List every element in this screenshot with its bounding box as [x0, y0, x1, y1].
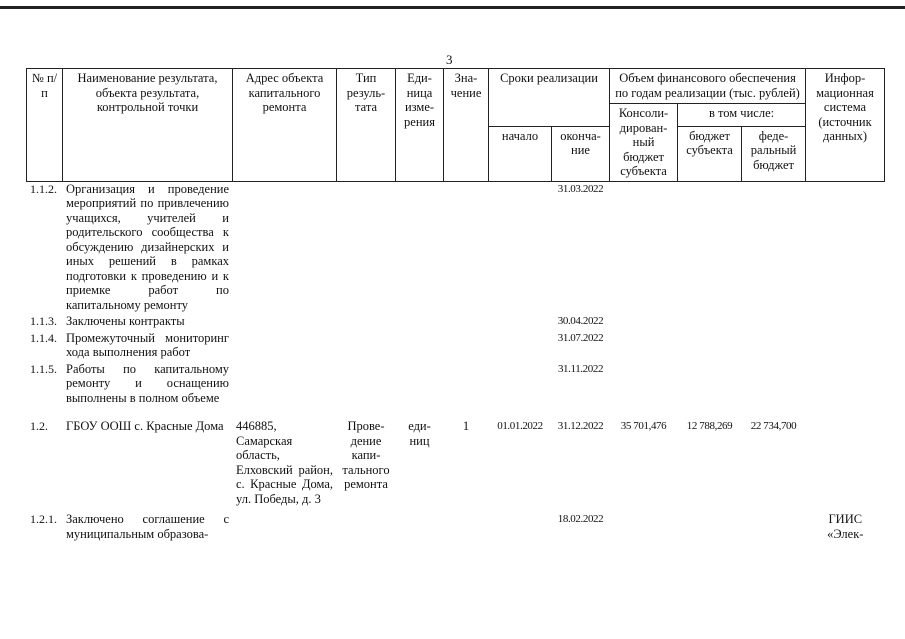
row-federal-budget: [742, 360, 806, 406]
row-consolidated: [610, 360, 678, 406]
row-date-end: 31.12.2022: [557, 420, 604, 432]
row-num: 1.1.2.: [30, 181, 57, 196]
row-name: Заключено соглашение с муниципальным образова-: [66, 512, 229, 541]
row-address: [233, 360, 337, 406]
row-address: [233, 181, 337, 312]
table-body: [27, 181, 885, 541]
row-value: [444, 506, 489, 541]
row-federal-budget: [742, 312, 806, 329]
row-unit: [396, 312, 444, 329]
row-num: 1.1.3.: [30, 314, 57, 328]
row-info-system: [806, 181, 885, 312]
row-date-start: [489, 312, 552, 329]
row-consolidated: [610, 312, 678, 329]
row-federal-budget: [742, 329, 806, 360]
row-federal-budget: [742, 181, 806, 312]
row-consolidated: [610, 181, 678, 312]
row-info-system: [806, 405, 885, 506]
row-subject-budget: [678, 506, 742, 541]
row-value: [444, 181, 489, 312]
header-address: Адрес объекта капитального ремонта: [233, 69, 337, 182]
row-num: 1.2.1.: [30, 512, 57, 526]
header-date-start: начало: [489, 126, 552, 181]
row-unit: еди-ниц: [408, 419, 431, 448]
row-type: [337, 506, 396, 541]
header-value: Зна-чение: [444, 69, 489, 182]
table-row: [27, 329, 885, 360]
top-border-line: [0, 6, 905, 9]
row-num: 1.1.5.: [30, 361, 57, 376]
table-header: [27, 69, 885, 182]
table-row: [27, 312, 885, 329]
row-date-start: [489, 181, 552, 312]
row-subject-budget: 12 788,269: [686, 420, 733, 432]
row-value: [444, 360, 489, 406]
row-address: 446885, Самарская область, Елховский район, с. Красные Дома, ул. Победы, д. 3: [236, 419, 333, 506]
table-row: [27, 360, 885, 406]
row-date-start: [489, 506, 552, 541]
row-address: [233, 506, 337, 541]
row-value: 1: [462, 419, 470, 433]
row-subject-budget: [678, 329, 742, 360]
row-address: [233, 329, 337, 360]
row-info-system: [806, 329, 885, 360]
row-name: Промежуточный мониторинг хода выполнения работ: [66, 330, 229, 359]
row-date-end: 18.02.2022: [557, 513, 604, 525]
row-date-start: 01.01.2022: [497, 420, 543, 432]
row-consolidated: 35 701,476: [620, 420, 667, 432]
header-date-end: оконча-ние: [552, 126, 610, 181]
header-consolidated: Консоли-дирован-ный бюджет субъекта: [610, 104, 678, 182]
row-date-end: 31.07.2022: [557, 331, 604, 344]
row-num: 1.1.4.: [30, 330, 57, 345]
row-info-system: [806, 360, 885, 406]
page-number: 3: [446, 52, 453, 67]
row-name: ГБОУ ООШ с. Красные Дома: [66, 419, 224, 433]
row-value: [444, 312, 489, 329]
row-subject-budget: [678, 312, 742, 329]
row-consolidated: [610, 329, 678, 360]
row-type: Прове-дение капи-тального ремонта: [342, 419, 390, 491]
row-info-system: ГИИС «Элек-: [827, 512, 864, 541]
header-num: № п/п: [27, 69, 63, 182]
row-date-end: 31.11.2022: [557, 362, 604, 375]
row-type: [337, 360, 396, 406]
row-date-end: 30.04.2022: [557, 315, 604, 327]
table-row: [27, 506, 885, 541]
header-info-system: Инфор-мационная система (источник данных): [806, 69, 885, 182]
table-row: [27, 405, 885, 506]
row-date-start: [489, 360, 552, 406]
header-unit: Еди-ница изме-рения: [396, 69, 444, 182]
row-name: Организация и проведение мероприятий по привлечению учащихся, учителей и родительского сообщества к обсуждению дизайнерских и иных решений в рамках подготовки к проведению и к приемке работ по капитальному ремонту: [66, 181, 229, 312]
row-info-system: [806, 312, 885, 329]
row-name: Заключены контракты: [66, 314, 185, 328]
row-consolidated: [610, 506, 678, 541]
row-address: [233, 312, 337, 329]
row-name: Работы по капитальному ремонту и оснащению выполнены в полном объеме: [66, 361, 229, 405]
header-name: Наименование результата, объекта результата, контрольной точки: [63, 69, 233, 182]
header-type: Тип резуль-тата: [337, 69, 396, 182]
row-date-start: [489, 329, 552, 360]
row-federal-budget: [742, 506, 806, 541]
row-subject-budget: [678, 360, 742, 406]
row-date-end: 31.03.2022: [557, 182, 604, 195]
header-finance: Объем финансового обеспечения по годам реализации (тыс. рублей): [610, 69, 806, 104]
row-type: [337, 329, 396, 360]
results-table: [26, 68, 885, 541]
row-unit: [396, 506, 444, 541]
row-type: [337, 181, 396, 312]
header-subject-budget: бюджет субъекта: [678, 126, 742, 181]
row-unit: [396, 329, 444, 360]
header-dates: Сроки реализации: [489, 69, 610, 127]
header-including: в том числе:: [678, 104, 806, 127]
row-subject-budget: [678, 181, 742, 312]
row-unit: [396, 181, 444, 312]
header-federal-budget: феде-ральный бюджет: [742, 126, 806, 181]
row-value: [444, 329, 489, 360]
row-num: 1.2.: [30, 419, 48, 433]
row-type: [337, 312, 396, 329]
row-unit: [396, 360, 444, 406]
row-federal-budget: 22 734,700: [750, 420, 797, 432]
table-row: [27, 181, 885, 312]
